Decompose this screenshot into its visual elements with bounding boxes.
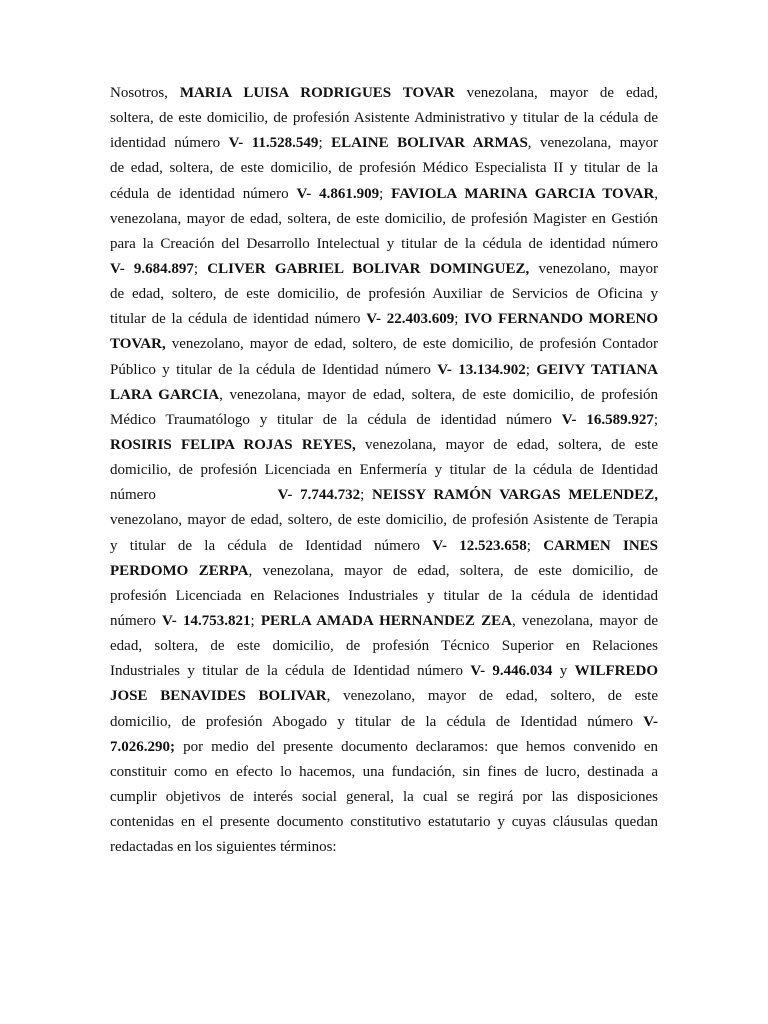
body-text: ; bbox=[454, 311, 465, 328]
paragraph-line bbox=[110, 383, 658, 408]
body-text: , bbox=[654, 185, 659, 202]
paragraph-line bbox=[110, 735, 658, 760]
party-name: NEISSY RAMÓN VARGAS MELENDEZ, bbox=[372, 487, 658, 504]
body-text: Nosotros, bbox=[110, 85, 180, 101]
body-text: ; bbox=[525, 361, 537, 378]
paragraph-line bbox=[110, 408, 658, 433]
body-text: ; bbox=[379, 185, 392, 202]
body-text: ; bbox=[360, 487, 373, 504]
body-text: venezolano, mayor bbox=[529, 260, 659, 277]
body-text: constituir como en efecto lo hacemos, una fundación, sin fines de lucro, destinada a bbox=[110, 763, 658, 780]
paragraph-line bbox=[110, 358, 658, 383]
paragraph-line bbox=[110, 584, 658, 609]
body-text: cédula de identidad número bbox=[110, 185, 297, 202]
paragraph-line bbox=[110, 609, 658, 634]
body-paragraph bbox=[110, 81, 658, 860]
party-name: ELAINE BOLIVAR ARMAS bbox=[331, 135, 528, 152]
body-text: venezolana, mayor de edad, soltera, de este bbox=[355, 436, 658, 453]
body-text: Médico Traumatólogo y titular de la cédula de identidad número bbox=[110, 411, 562, 428]
body-text: de edad, soltera, de este domicilio, de profesión Médico Especialista II y titular de la bbox=[110, 160, 658, 177]
line-right-group bbox=[278, 483, 658, 508]
party-name: CLIVER GABRIEL BOLIVAR DOMINGUEZ, bbox=[207, 260, 530, 277]
id-number: 7.026.290; bbox=[110, 738, 175, 755]
id-number: V- 9.684.897 bbox=[110, 260, 194, 277]
body-text: soltera, de este domicilio, de profesión Asistente Administrativo y titular de la cédula de bbox=[110, 110, 658, 127]
party-name: ROSIRIS FELIPA ROJAS REYES, bbox=[110, 436, 356, 453]
paragraph-line bbox=[110, 684, 658, 709]
body-text: venezolano, mayor de edad, soltero, de este domicilio, de profesión Contador bbox=[165, 336, 658, 353]
id-number: V- 14.753.821 bbox=[162, 612, 251, 629]
party-name: GEIVY TATIANA bbox=[536, 361, 659, 378]
party-name: FAVIOLA MARINA GARCIA TOVAR bbox=[391, 185, 655, 202]
party-name: PERDOMO ZERPA bbox=[110, 562, 249, 579]
body-text: número bbox=[110, 487, 156, 504]
id-number: V- 12.523.658 bbox=[432, 537, 527, 554]
body-text: Industriales y titular de la cédula de Identidad número bbox=[110, 663, 471, 680]
id-number: V- 4.861.909 bbox=[296, 185, 380, 202]
body-text: ; bbox=[193, 260, 208, 277]
party-name: TOVAR, bbox=[110, 336, 166, 353]
body-text: , venezolana, mayor de edad, soltera, de este domicilio, de profesión bbox=[219, 386, 658, 403]
body-text: de edad, soltero, de este domicilio, de profesión Auxiliar de Servicios de Oficina y bbox=[110, 286, 658, 303]
paragraph-line bbox=[110, 156, 658, 181]
id-number: V- 16.589.927 bbox=[561, 411, 654, 428]
body-text: profesión Licenciada en Relaciones Industriales y titular de la cédula de identidad bbox=[110, 587, 658, 604]
body-text: por medio del presente documento declaramos: que hemos convenido en bbox=[175, 738, 658, 755]
paragraph-line bbox=[110, 785, 658, 810]
id-number: V- 9.446.034 bbox=[470, 663, 553, 680]
party-name: LARA GARCIA bbox=[110, 386, 220, 403]
party-name: JOSE BENAVIDES BOLIVAR bbox=[110, 688, 327, 705]
body-text: y bbox=[552, 663, 575, 680]
body-text: y titular de la cédula de Identidad número bbox=[110, 537, 433, 554]
body-text: , venezolana, mayor bbox=[527, 135, 658, 152]
paragraph-line bbox=[110, 106, 658, 131]
paragraph-line bbox=[110, 458, 658, 483]
paragraph-line bbox=[110, 559, 658, 584]
body-text: ; bbox=[250, 612, 261, 629]
paragraph-line bbox=[110, 257, 658, 282]
paragraph-line bbox=[110, 810, 658, 835]
body-text: , venezolano, mayor de edad, soltero, de este bbox=[326, 688, 658, 705]
paragraph-line bbox=[110, 282, 658, 307]
paragraph-line bbox=[110, 835, 658, 860]
body-text: domicilio, de profesión Abogado y titular de la cédula de Identidad número bbox=[110, 713, 644, 730]
party-name: WILFREDO bbox=[574, 663, 659, 680]
paragraph-line bbox=[110, 483, 658, 508]
body-text: venezolano, mayor de edad, soltero, de este domicilio, de profesión Asistente de Terapia bbox=[110, 512, 658, 529]
id-number: V- 7.744.732 bbox=[277, 487, 361, 504]
body-text: venezolana, mayor de edad, soltera, de este domicilio, de profesión Magister en Gestión bbox=[110, 210, 658, 227]
paragraph-line bbox=[110, 182, 658, 207]
paragraph-line bbox=[110, 659, 658, 684]
id-number: V- 22.403.609 bbox=[366, 311, 455, 328]
id-number: V- 13.134.902 bbox=[437, 361, 526, 378]
party-name: MARIA LUISA RODRIGUES TOVAR bbox=[179, 85, 455, 101]
paragraph-line bbox=[110, 232, 658, 257]
paragraph-line bbox=[110, 131, 658, 156]
party-name: CARMEN INES bbox=[543, 537, 659, 554]
body-text: edad, soltera, de este domicilio, de profesión Técnico Superior en Relaciones bbox=[110, 638, 658, 655]
body-text: ; bbox=[526, 537, 544, 554]
paragraph-line bbox=[110, 307, 658, 332]
paragraph-line bbox=[110, 207, 658, 232]
body-text: Público y titular de la cédula de Identidad número bbox=[110, 361, 438, 378]
paragraph-line bbox=[110, 760, 658, 785]
body-text: redactadas en los siguientes términos: bbox=[110, 839, 337, 856]
paragraph-line bbox=[110, 433, 658, 458]
party-name: IVO FERNANDO MORENO bbox=[464, 311, 659, 328]
body-text: , venezolana, mayor de bbox=[511, 612, 659, 629]
paragraph-line bbox=[110, 81, 658, 106]
paragraph-line bbox=[110, 634, 658, 659]
paragraph-line bbox=[110, 710, 658, 735]
body-text: cumplir objetivos de interés social general, la cual se regirá por las disposiciones bbox=[110, 788, 658, 805]
body-text: , venezolana, mayor de edad, soltera, de este domicilio, de bbox=[248, 562, 658, 579]
body-text: venezolana, mayor de edad, bbox=[454, 85, 659, 101]
body-text: domicilio, de profesión Licenciada en Enfermería y titular de la cédula de Identidad bbox=[110, 462, 658, 479]
id-number: V- bbox=[643, 713, 658, 730]
body-text: contenidas en el presente documento constitutivo estatutario y cuyas cláusulas quedan bbox=[110, 814, 658, 831]
body-text: número bbox=[110, 612, 163, 629]
paragraph-line bbox=[110, 332, 658, 357]
body-text: para la Creación del Desarrollo Intelectual y titular de la cédula de identidad número bbox=[110, 235, 658, 252]
body-text: titular de la cédula de identidad número bbox=[110, 311, 367, 328]
id-number: V- 11.528.549 bbox=[228, 135, 319, 152]
body-text: ; bbox=[653, 411, 658, 428]
party-name: PERLA AMADA HERNANDEZ ZEA bbox=[260, 612, 512, 629]
paragraph-line bbox=[110, 534, 658, 559]
paragraph-line bbox=[110, 508, 658, 533]
body-text: identidad número bbox=[110, 135, 229, 152]
body-text: ; bbox=[318, 135, 332, 152]
